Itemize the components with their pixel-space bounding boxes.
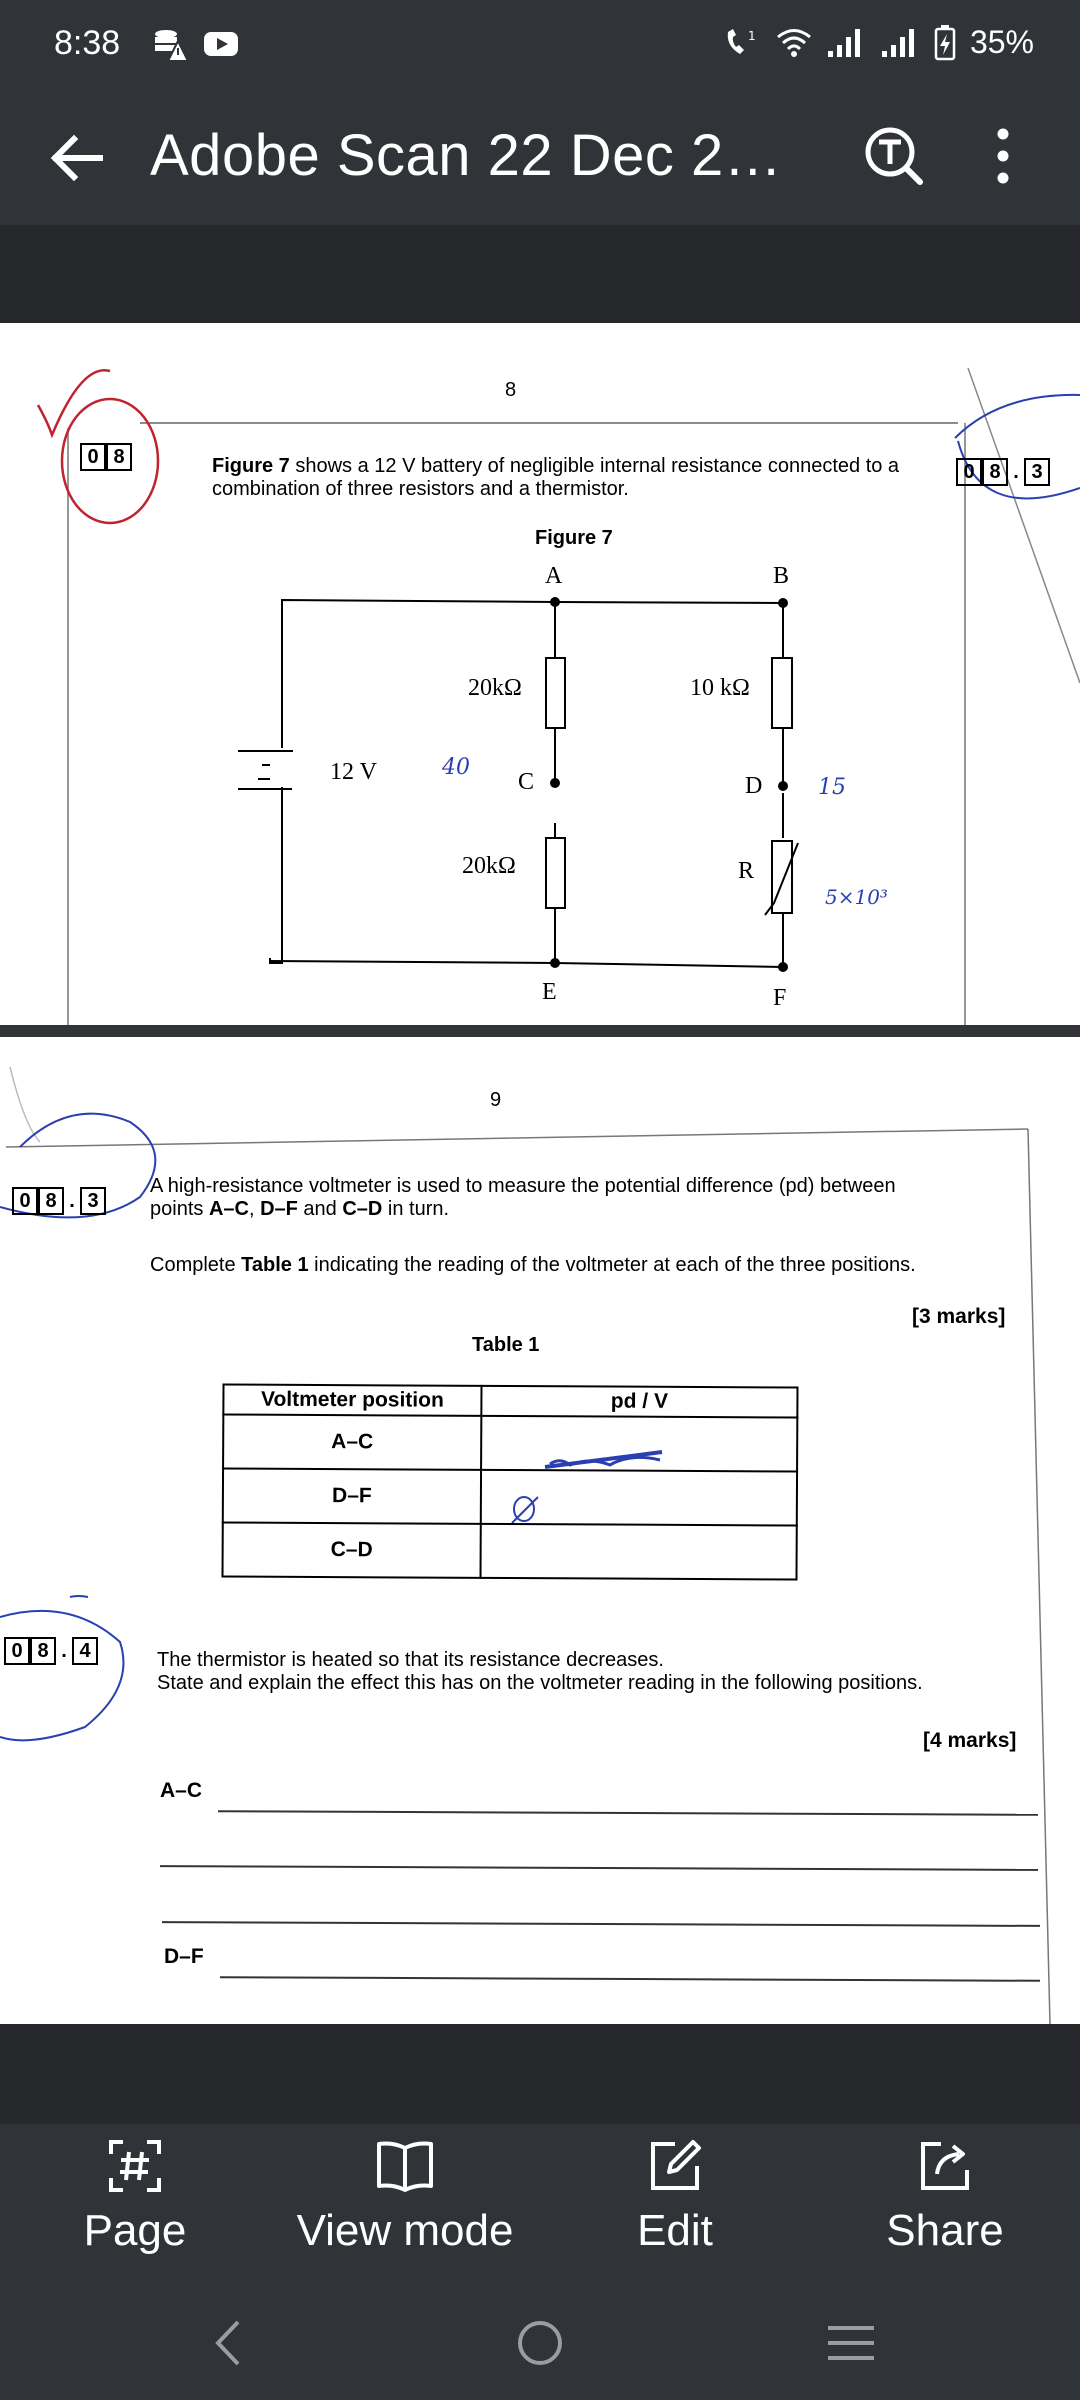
side-question-box: 0 8 . 3 bbox=[956, 458, 1050, 486]
page-number: 8 bbox=[505, 379, 517, 401]
figure-title: Figure 7 bbox=[535, 527, 613, 549]
battery-charging-icon bbox=[934, 25, 956, 61]
storage-warning-icon bbox=[152, 27, 188, 63]
wifi-call-icon bbox=[722, 26, 762, 60]
viewer-margin bbox=[0, 225, 1080, 323]
status-bar bbox=[0, 0, 1080, 90]
status-time: 8:38 bbox=[54, 24, 121, 62]
system-home-icon[interactable] bbox=[515, 2318, 565, 2368]
question-8-3-instruction: Complete Table 1 indicating the reading of the voltmeter at each of the three positions. bbox=[150, 1254, 916, 1276]
answer-cell-df[interactable] bbox=[481, 1470, 797, 1526]
question-8-4-text: The thermistor is heated so that its resistance decreases. State and explain the effect this has on the voltmeter reading in the following positions. bbox=[157, 1649, 923, 1694]
page-number: 9 bbox=[490, 1089, 502, 1111]
node-c-label: C bbox=[518, 769, 535, 795]
handwriting-40: 40 bbox=[442, 755, 470, 780]
table-header-position: Voltmeter position bbox=[223, 1384, 481, 1415]
marks-4: [4 marks] bbox=[923, 1729, 1017, 1752]
handwriting-15: 15 bbox=[818, 775, 846, 800]
scanned-page-8[interactable] bbox=[0, 323, 1080, 1025]
edit-button[interactable]: Edit bbox=[565, 2138, 785, 2256]
question-8-3-text: A high-resistance voltmeter is used to measure the potential difference (pd) between points A–C, D–F and C–D in turn. bbox=[150, 1175, 896, 1220]
signal-icon-1 bbox=[826, 27, 866, 59]
page-button[interactable]: Page bbox=[25, 2138, 245, 2256]
back-arrow-icon[interactable] bbox=[42, 123, 112, 193]
page-crop-icon bbox=[107, 2138, 163, 2194]
document-title: Adobe Scan 22 Dec 2… bbox=[150, 123, 783, 188]
resistor-top-right-label: 10 kΩ bbox=[690, 675, 750, 701]
thermistor-label: R bbox=[738, 858, 755, 884]
node-a-label: A bbox=[545, 563, 563, 589]
answer-cell-cd[interactable] bbox=[480, 1524, 796, 1580]
answer-label-ac: A–C bbox=[160, 1779, 203, 1802]
circuit-diagram bbox=[0, 323, 1080, 1025]
more-options-icon[interactable] bbox=[976, 120, 1030, 192]
table-row: D–F bbox=[223, 1468, 797, 1525]
battery-label: 12 V bbox=[330, 759, 377, 785]
battery-percent: 35% bbox=[969, 24, 1034, 60]
app-bar bbox=[0, 90, 1080, 225]
svg-text:1: 1 bbox=[747, 28, 756, 43]
node-f-label: F bbox=[773, 985, 787, 1011]
answer-cell-ac[interactable] bbox=[481, 1416, 797, 1472]
table-row: C–D bbox=[223, 1522, 797, 1579]
voltmeter-table bbox=[221, 1383, 798, 1580]
share-button[interactable]: Share bbox=[835, 2138, 1055, 2256]
signal-icon-2 bbox=[880, 27, 920, 59]
resistor-top-left-label: 20kΩ bbox=[468, 675, 522, 701]
bottom-toolbar bbox=[0, 2124, 1080, 2290]
page-separator bbox=[0, 1025, 1080, 1037]
question-number-box: 0 8 bbox=[80, 443, 132, 471]
question-number-box-08-4: 0 8 . 4 bbox=[4, 1637, 98, 1665]
node-d-label: D bbox=[745, 773, 763, 799]
wifi-icon bbox=[776, 27, 812, 59]
table-header-pd: pd / V bbox=[481, 1386, 797, 1418]
view-mode-button[interactable]: View mode bbox=[295, 2138, 515, 2256]
question-intro: Figure 7 shows a 12 V battery of negligible internal resistance connected to a combination of three resistors and a thermistor. bbox=[212, 455, 900, 500]
resistor-bottom-left-label: 20kΩ bbox=[462, 853, 516, 879]
marks-3: [3 marks] bbox=[912, 1305, 1006, 1328]
node-e-label: E bbox=[542, 979, 557, 1005]
system-navigation-bar bbox=[0, 2290, 1080, 2400]
youtube-icon bbox=[202, 27, 240, 61]
text-recognition-icon[interactable] bbox=[862, 124, 926, 188]
system-back-icon[interactable] bbox=[210, 2318, 246, 2368]
viewer-margin-bottom bbox=[0, 2024, 1080, 2124]
node-b-label: B bbox=[773, 563, 790, 589]
book-icon bbox=[375, 2138, 435, 2194]
edit-pencil-icon bbox=[647, 2138, 703, 2194]
answer-label-df: D–F bbox=[164, 1945, 204, 1968]
handwriting-5e3: 5×10³ bbox=[825, 885, 888, 909]
system-recents-icon[interactable] bbox=[826, 2322, 876, 2364]
scanned-page-9[interactable] bbox=[0, 1037, 1080, 2024]
share-icon bbox=[917, 2138, 973, 2194]
question-number-box-08-3: 0 8 . 3 bbox=[12, 1187, 106, 1215]
table-title: Table 1 bbox=[472, 1334, 540, 1356]
table-row: A–C bbox=[223, 1414, 797, 1471]
